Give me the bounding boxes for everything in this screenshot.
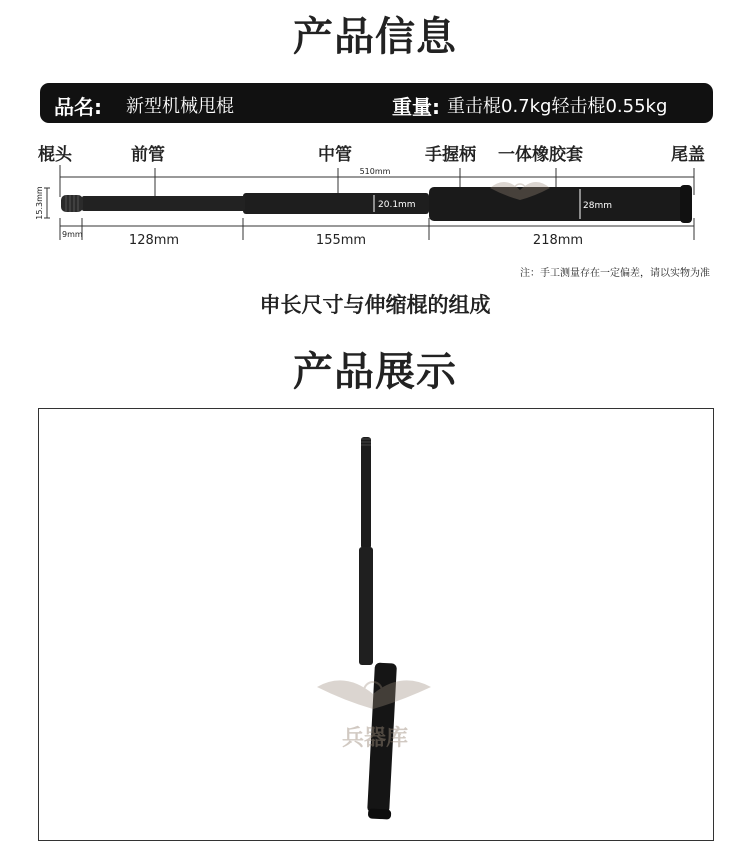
part-label-end-cap: 尾盖 (671, 145, 705, 165)
handle-shape (429, 187, 685, 221)
part-label-rubber-sleeve: 一体橡胶套 (498, 145, 583, 165)
baton-dimension-diagram (0, 160, 750, 260)
dim-tip-diameter: 15.3mm (35, 186, 44, 220)
name-value: 新型机械甩棍 (126, 96, 234, 117)
photo-end-cap (368, 808, 391, 819)
diagram-caption: 申长尺寸与伸缩棍的组成 (259, 293, 491, 317)
dim-front-length: 128mm (128, 233, 180, 248)
product-info-title: 产品信息 (293, 14, 457, 60)
dim-handle-diameter: 28mm (583, 201, 612, 211)
dim-total: 510mm (359, 167, 391, 176)
photo-middle-tube (359, 547, 373, 665)
measurement-note: 注：手工测量存在一定偏差，请以实物为准 (520, 268, 710, 279)
tip-diameter-marker (44, 188, 50, 218)
part-label-handle: 手握柄 (425, 145, 476, 165)
front-tube-shape (82, 196, 245, 211)
dim-middle-length: 155mm (315, 233, 367, 248)
baton-photo (39, 409, 713, 840)
weight-value: 重击棍0.7kg轻击棍0.55kg (447, 96, 668, 117)
dim-tip-length: 9mm (62, 230, 83, 239)
photo-front-tube (361, 437, 371, 549)
part-label-front-tube: 前管 (131, 145, 165, 165)
watermark-text: 兵器库 (341, 726, 409, 751)
name-label: 品名: (54, 95, 102, 119)
product-info-bar (40, 83, 713, 123)
end-cap-shape (680, 185, 692, 223)
part-label-middle-tube: 中管 (318, 145, 352, 165)
dim-middle-diameter: 20.1mm (378, 200, 416, 210)
product-display-title: 产品展示 (293, 349, 457, 395)
weight-label: 重量: (392, 95, 440, 119)
part-label-tip: 棍头 (38, 145, 72, 165)
dim-handle-length: 218mm (532, 233, 584, 248)
product-display-frame (38, 408, 714, 841)
tip-shape (61, 195, 83, 212)
